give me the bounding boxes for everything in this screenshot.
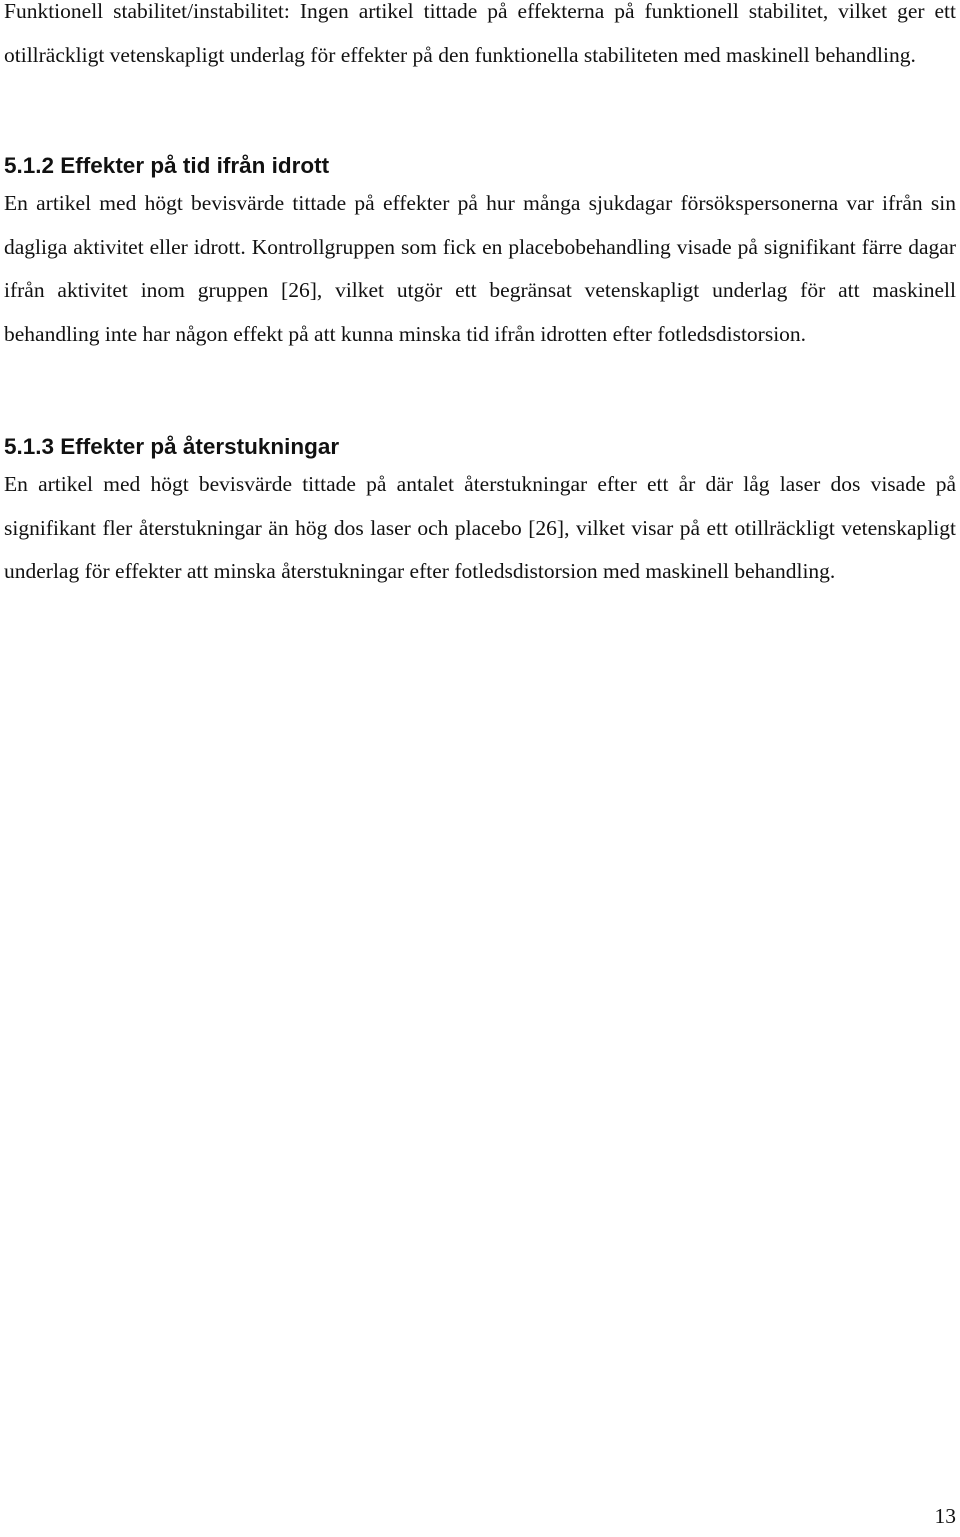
section-heading-5-1-2: 5.1.2 Effekter på tid ifrån idrott — [4, 153, 330, 178]
section-heading-5-1-3: 5.1.3 Effekter på återstukningar — [4, 434, 340, 459]
paragraph-resprains: En artikel med högt bevisvärde tittade på antalet återstukningar efter ett år där låg laser dos visade på signifikant fler återstukningar än hög dos laser och placebo [26], vilket visar på ett otillräckligt vetenskapligt underlag för effekter att minska återstukningar efter fotledsdistorsion med maskinell behandling. — [4, 472, 956, 583]
document-page — [4, 0, 956, 1537]
paragraph-time-away-from-sport: En artikel med högt bevisvärde tittade på effekter på hur många sjukdagar försökspersonerna var ifrån sin dagliga aktivitet eller idrott. Kontrollgruppen som fick en placebobehandling visade på signifikant färre dagar ifrån aktivitet inom gruppen [26], vilket utgör ett begränsat vetenskapligt underlag för att maskinell behandling inte har någon effekt på att kunna minska tid ifrån idrotten efter fotledsdistorsion. — [4, 191, 956, 346]
page-number: 13 — [934, 1504, 956, 1528]
paragraph-functional-stability: Funktionell stabilitet/instabilitet: Ingen artikel tittade på effekterna på funktionell stabilitet, vilket ger ett otillräckligt vetenskapligt underlag för effekter på den funktionella stabiliteten med maskinell behandling. — [4, 0, 956, 67]
